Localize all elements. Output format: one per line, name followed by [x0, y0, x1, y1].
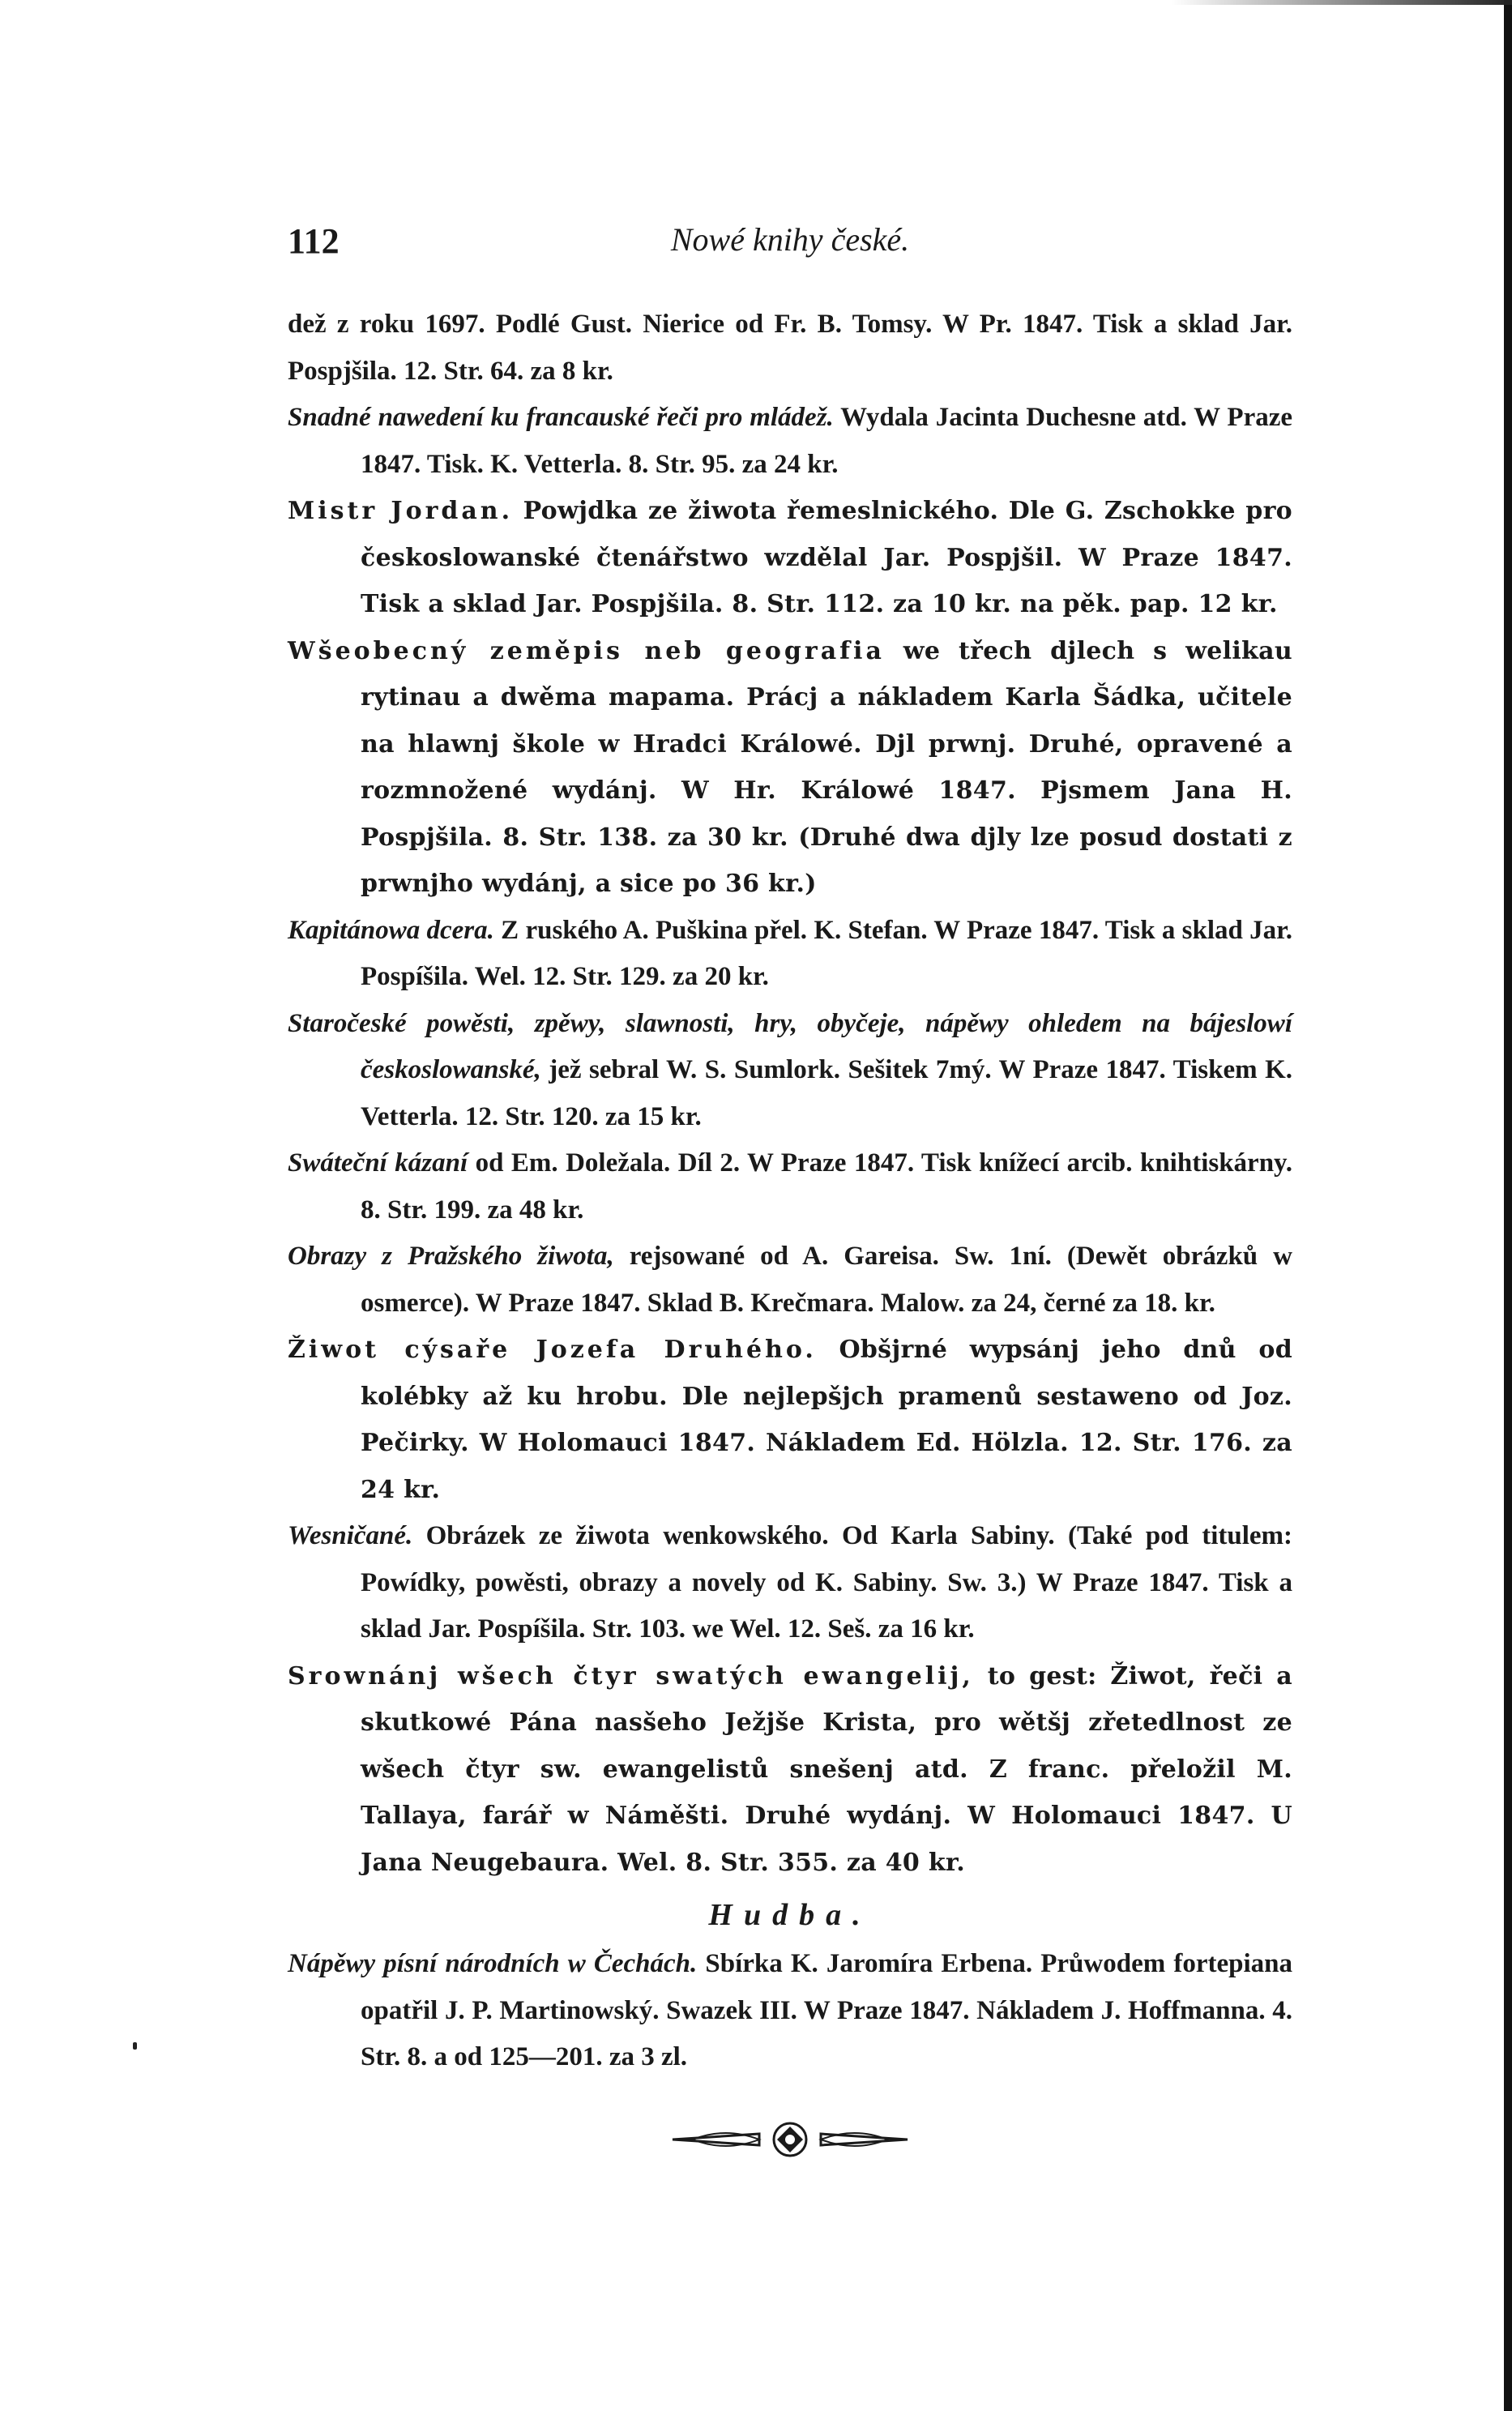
list-item — [288, 628, 1292, 908]
stray-mark — [133, 2042, 137, 2050]
entry-text: Wydala Jacinta Duchesne atd. W Praze 1847. Tisk. K. Vetterla. 8. Str. 95. za 24 kr. — [361, 403, 1293, 479]
list-item — [288, 1233, 1292, 1327]
entry-title: Srownánj wšech čtyr swatých ewangelij, — [288, 1661, 974, 1691]
entry-text: rejsowané od A. Gareisa. Sw. 1ní. (Dewět obrázků w osmerce). W Praze 1847. Sklad B. Krečmara. Malow. za 24, černé za 18. kr. — [361, 1242, 1292, 1318]
entry-title: Nápěwy písní národních w Čechách. — [288, 1949, 698, 1978]
entry-text: to gest: Žiwot, řeči a skutkowé Pána nasšeho Ježjše Krista, pro wětšj zřetedlnost ze wšech čtyr sw. ewangelistů snešenj atd. Z franc. přeložil M. Tallaya, farář w Náměšti. Druhé wydánj. W Holomauci 1847. U Jana Neugebaura. Wel. 8. Str. 355. za 40 kr. — [361, 1661, 1292, 1877]
list-item — [288, 1327, 1292, 1513]
ornament-divider-icon — [668, 2115, 912, 2164]
entry-text: Z ruského A. Puškina přel. K. Stefan. W Praze 1847. Tisk a sklad Jar. Pospíšila. Wel. 12. Str. 129. za 20 kr. — [361, 915, 1292, 991]
entry-text: Powjdka ze žiwota řemeslnického. Dle G. Zschokke pro českoslowanské čtenářstwo wzdělal Jar. Pospjšil. W Praze 1847. Tisk a sklad Jar. Pospjšila. 8. Str. 112. za 10 kr. na pěk. pap. 12 kr. — [361, 497, 1292, 618]
entry-text: jež sebral W. S. Sumlork. Sešitek 7mý. W Praze 1847. Tiskem K. Vetterla. 12. Str. 120. za 15 kr. — [361, 1055, 1292, 1131]
scan-edge-top-shadow — [1172, 0, 1512, 5]
list-item — [288, 301, 1292, 395]
page-number: 112 — [288, 221, 340, 261]
entry-text: od Em. Doležala. Díl 2. W Praze 1847. Tisk knížecí arcib. knihtiskárny. 8. Str. 199. za 48 kr. — [361, 1148, 1292, 1225]
section-heading: Hudba. — [708, 1898, 872, 1932]
entry-text: we třech djlech s welikau rytinau a dwěma mapama. Prácj a nákladem Karla Šádka, učitele na hlawnj škole w Hradci Králowé. Djl prwnj. Druhé, opravené a rozmnožené wydánj. W Hr. Králowé 1847. Pjsmem Jana H. Pospjšila. 8. Str. 138. za 30 kr. (Druhé dwa djly lze posud dostati z prwnjho wydánj, a sice po 36 kr.) — [361, 636, 1292, 898]
list-item — [288, 395, 1292, 488]
list-item — [288, 908, 1292, 1001]
entry-title: Mistr Jordan. — [288, 497, 514, 525]
list-item — [288, 1001, 1292, 1141]
list-item — [288, 1513, 1292, 1653]
page-header — [288, 220, 1292, 269]
list-item — [288, 488, 1292, 628]
entry-title: Snadné nawedení ku francauské řeči pro mládež. — [288, 403, 834, 432]
list-item — [288, 1140, 1292, 1233]
entry-text: Obšjrné wypsánj jeho dnů od kolébky až ku hrobu. Dle nejlepšjch pramenů sestaweno od Joz. Pečirky. W Holomauci 1847. Nákladem Ed. Hölzla. 12. Str. 176. za 24 kr. — [361, 1336, 1292, 1504]
scan-edge-shadow — [1504, 0, 1512, 2411]
entry-title: Obrazy z Pražského žiwota, — [288, 1242, 614, 1271]
entry-title: Wšeobecný zeměpis neb geografia — [288, 636, 885, 665]
entry-text: Sbírka K. Jaromíra Erbena. Průwodem fortepiana opatřil J. P. Martinowský. Swazek III. W Praze 1847. Nákladem J. Hoffmanna. 4. Str. 8. a od 125—201. za 3 zl. — [361, 1949, 1292, 2071]
page-content — [288, 301, 1292, 2164]
list-item — [288, 1653, 1292, 1887]
running-head: Nowé knihy české. — [670, 221, 910, 258]
entry-title: Kapitánowa dcera. — [288, 915, 494, 945]
entry-title: Wesničané. — [288, 1521, 413, 1550]
entry-text: dež z roku 1697. Podlé Gust. Nierice od Fr. B. Tomsy. W Pr. 1847. Tisk a sklad Jar. Pospjšila. 12. Str. 64. za 8 kr. — [288, 310, 1292, 386]
entry-title: Žiwot cýsaře Jozefa Druhého. — [288, 1336, 817, 1364]
entry-text: Obrázek ze žiwota wenkowského. Od Karla Sabiny. (Také pod titulem: Powídky, powěsti, obrazy a novely od K. Sabiny. Sw. 3.) W Praze 1847. Tisk a sklad Jar. Pospíšila. Str. 103. we Wel. 12. Seš. za 16 kr. — [361, 1521, 1292, 1644]
list-item — [288, 1941, 1292, 2081]
entry-title: Swáteční kázaní — [288, 1148, 468, 1178]
entry-title: Staročeské powěsti, zpěwy, slawnosti, hry, obyčeje, nápěwy ohledem na bájeslowí českoslowanské, — [288, 1008, 1292, 1084]
